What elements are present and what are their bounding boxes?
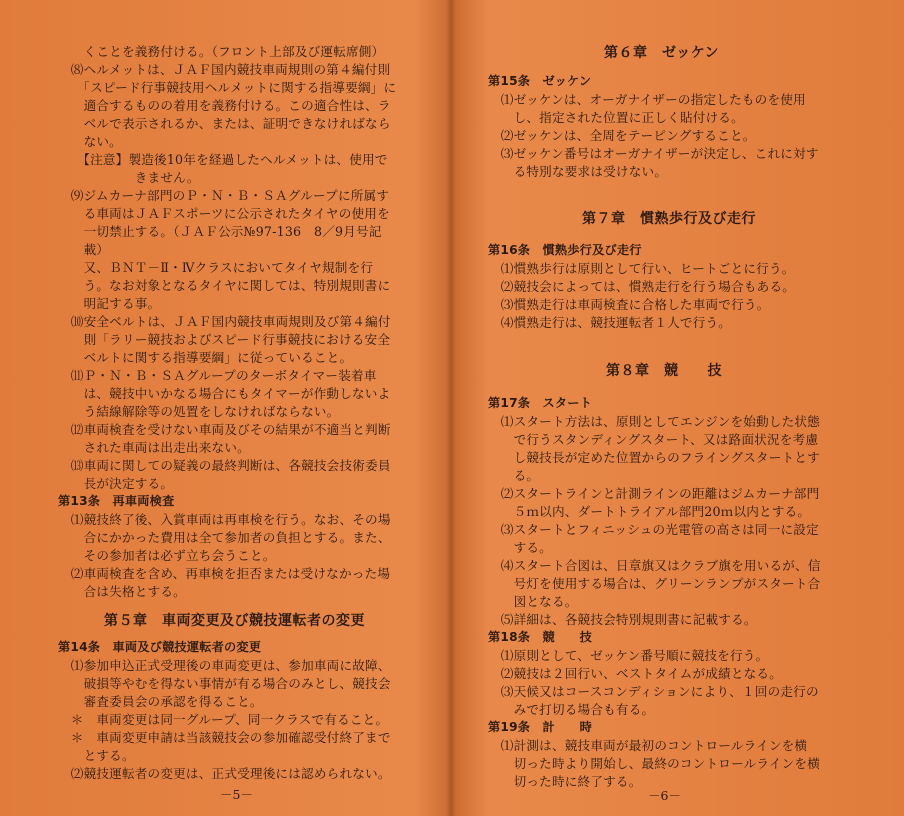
text-line: ⑼ジムカーナ部門のＰ・Ｎ・Ｂ・ＳＡグループに所属す	[58, 188, 390, 203]
text-line: 適合するものの着用を義務付ける。この適合性は、ラ	[58, 98, 391, 113]
text-line: う。なお対象となるタイヤに関しては、特別規則書に	[58, 278, 391, 293]
text-line: 又、ＢＮＴ－Ⅱ・Ⅳクラスにおいてタイヤ規制を行	[58, 260, 374, 275]
text-line: くことを義務付ける。（フロント上部及び運転席側）	[58, 44, 385, 59]
text-line: る特別な要求は受けない。	[488, 164, 668, 179]
text-line: 切った時に終了する。	[488, 774, 642, 789]
article-13-title: 第13条 再車両検査	[58, 494, 175, 508]
text-line: 号灯を使用する場合は、グリーンランプがスタート合	[488, 576, 821, 591]
text-line: 合は失格とする。	[58, 584, 186, 599]
text-line: ５ｍ以内、ダートトライアル部門20ｍ以内とする。	[488, 504, 811, 519]
text-line: する。	[488, 540, 552, 555]
text-line: ⑴ゼッケンは、オーガナイザーの指定したものを使用	[488, 92, 806, 107]
article-15-title: 第15条 ゼッケン	[488, 74, 592, 88]
text-line: ⑴計測は、競技車両が最初のコントロールラインを横	[488, 738, 808, 753]
text-line: ⑵競技運転者の変更は、正式受理後には認められない。	[58, 766, 391, 781]
right-page	[488, 0, 858, 816]
article-14-title: 第14条 車両及び競技運転者の変更	[58, 640, 262, 654]
text-line: 一切禁止する。（ＪＡＦ公示№97-136 8／9月号記	[58, 224, 382, 239]
article-16-title: 第16条 慣熟歩行及び走行	[488, 243, 642, 257]
text-line: る車両はＪＡＦスポーツに公示されたタイヤの使用を	[58, 206, 390, 221]
text-line: 長が決定する。	[58, 476, 174, 491]
text-line: ⑵車両検査を含め、再車検を拒否または受けなかった場	[58, 566, 391, 581]
text-line: きません。	[58, 170, 200, 185]
text-line: ⑵スタートラインと計測ラインの距離はジムカーナ部門	[488, 486, 820, 501]
text-line: 切った時より開始し、最終のコントロールラインを横	[488, 756, 821, 771]
text-line: ⑾Ｐ・Ｎ・Ｂ・ＳＡグループのターボタイマー装着車	[58, 368, 377, 383]
chapter-8-title: 第８章 競 技	[606, 363, 722, 379]
text-line: ベルで表示されるか、または、証明できなければなら	[58, 116, 391, 131]
text-line: ⑴スタート方法は、原則としてエンジンを始動した状態	[488, 414, 821, 429]
text-line: ⑽安全ベルトは、ＪＡＦ国内競技車両規則及び第４編付	[58, 314, 391, 329]
text-line: ⑻ヘルメットは、ＪＡＦ国内競技車両規則の第４編付則	[58, 62, 391, 77]
text-line: みで打切る場合も有る。	[488, 702, 655, 717]
article-19-title: 第19条 計 時	[488, 720, 593, 734]
text-line: ⑴競技終了後、入賞車両は再車検を行う。なお、その場	[58, 512, 391, 527]
text-line: ⑵競技会によっては、慣熟走行を行う場合もある。	[488, 279, 796, 294]
article-17-title: 第17条 スタート	[488, 396, 593, 410]
text-line: ⑶スタートとフィニッシュの光電管の高さは同一に設定	[488, 522, 819, 537]
text-line: 載）	[58, 242, 110, 257]
text-line: ⑶天候又はコースコンディションにより、１回の走行の	[488, 684, 819, 699]
text-line: ない。	[58, 134, 122, 149]
text-line: う結線解除等の処置をしなければならない。	[58, 404, 340, 419]
text-line: ⑸詳細は、各競技会特別規則書に記載する。	[488, 612, 757, 627]
text-line: 合にかかった費用は全て参加者の負担とする。また、	[58, 530, 391, 545]
text-line: ⑶慣熟走行は車両検査に合格した車両で行う。	[488, 297, 770, 312]
text-line: ⑶ゼッケン番号はオーガナイザーが決定し、これに対す	[488, 146, 819, 161]
left-page	[58, 0, 428, 816]
text-line: その参加者は必ず立ち会うこと。	[58, 548, 276, 563]
text-line: された車両は出走出来ない。	[58, 440, 250, 455]
text-line: で行うスタンディングスタート、又は路面状況を考慮	[488, 432, 819, 447]
book-gutter	[446, 0, 456, 816]
text-line: ＊ 車両変更は同一グループ、同一クラスで有ること。	[58, 712, 389, 727]
text-line: とする。	[58, 748, 135, 763]
chapter-5-title: 第５章 車両変更及び競技運転者の変更	[104, 613, 365, 629]
text-line: ⑿車両検査を受けない車両及びその結果が不適当と判断	[58, 422, 391, 437]
text-line: 則「ラリー競技およびスピード行事競技における安全	[58, 332, 391, 347]
text-line: ⑷スタート合図は、日章旗又はクラブ旗を用いるが、信	[488, 558, 821, 573]
text-line: 【注意】製造後10年を経過したヘルメットは、使用で	[58, 152, 388, 167]
article-18-title: 第18条 競 技	[488, 630, 593, 644]
text-line: 審査委員会の承認を得ること。	[58, 694, 263, 709]
text-line: 「スピード行事競技用ヘルメットに関する指導要綱」に	[58, 80, 397, 95]
text-line: は、競技中いかなる場合にもタイマーが作動しないよ	[58, 386, 391, 401]
chapter-7-title: 第７章 慣熟歩行及び走行	[582, 211, 756, 227]
text-line: ＊ 車両変更申請は当該競技会の参加確認受付終了まで	[58, 730, 391, 745]
text-line: ⑴慣熟歩行は原則として行い、ヒートごとに行う。	[488, 261, 795, 276]
text-line: ⑴原則として、ゼッケン番号順に競技を行う。	[488, 648, 769, 663]
text-line: ⑴参加申込正式受理後の車両変更は、参加車両に故障、	[58, 658, 391, 673]
page-number: －6－	[648, 788, 681, 803]
page-number: －5－	[220, 787, 253, 802]
text-line: ⑷慣熟走行は、競技運転者１人で行う。	[488, 315, 732, 330]
text-line: ⑵ゼッケンは、全周をテーピングすること。	[488, 128, 756, 143]
text-line: 図となる。	[488, 594, 578, 609]
text-line: る。	[488, 468, 540, 483]
text-line: ⒀車両に関しての疑義の最終判断は、各競技会技術委員	[58, 458, 391, 473]
text-line: し、指定された位置に正しく貼付ける。	[488, 110, 744, 125]
text-line: 明記する事。	[58, 296, 161, 311]
text-line: ⑵競技は２回行い、ベストタイムが成績となる。	[488, 666, 783, 681]
text-line: 破損等やむを得ない事情が有る場合のみとし、競技会	[58, 676, 391, 691]
text-line: し競技長が定めた位置からのフライングスタートとす	[488, 450, 820, 465]
text-line: ベルトに関する指導要綱」に従っていること。	[58, 350, 353, 365]
chapter-6-title: 第６章 ゼッケン	[604, 45, 720, 61]
